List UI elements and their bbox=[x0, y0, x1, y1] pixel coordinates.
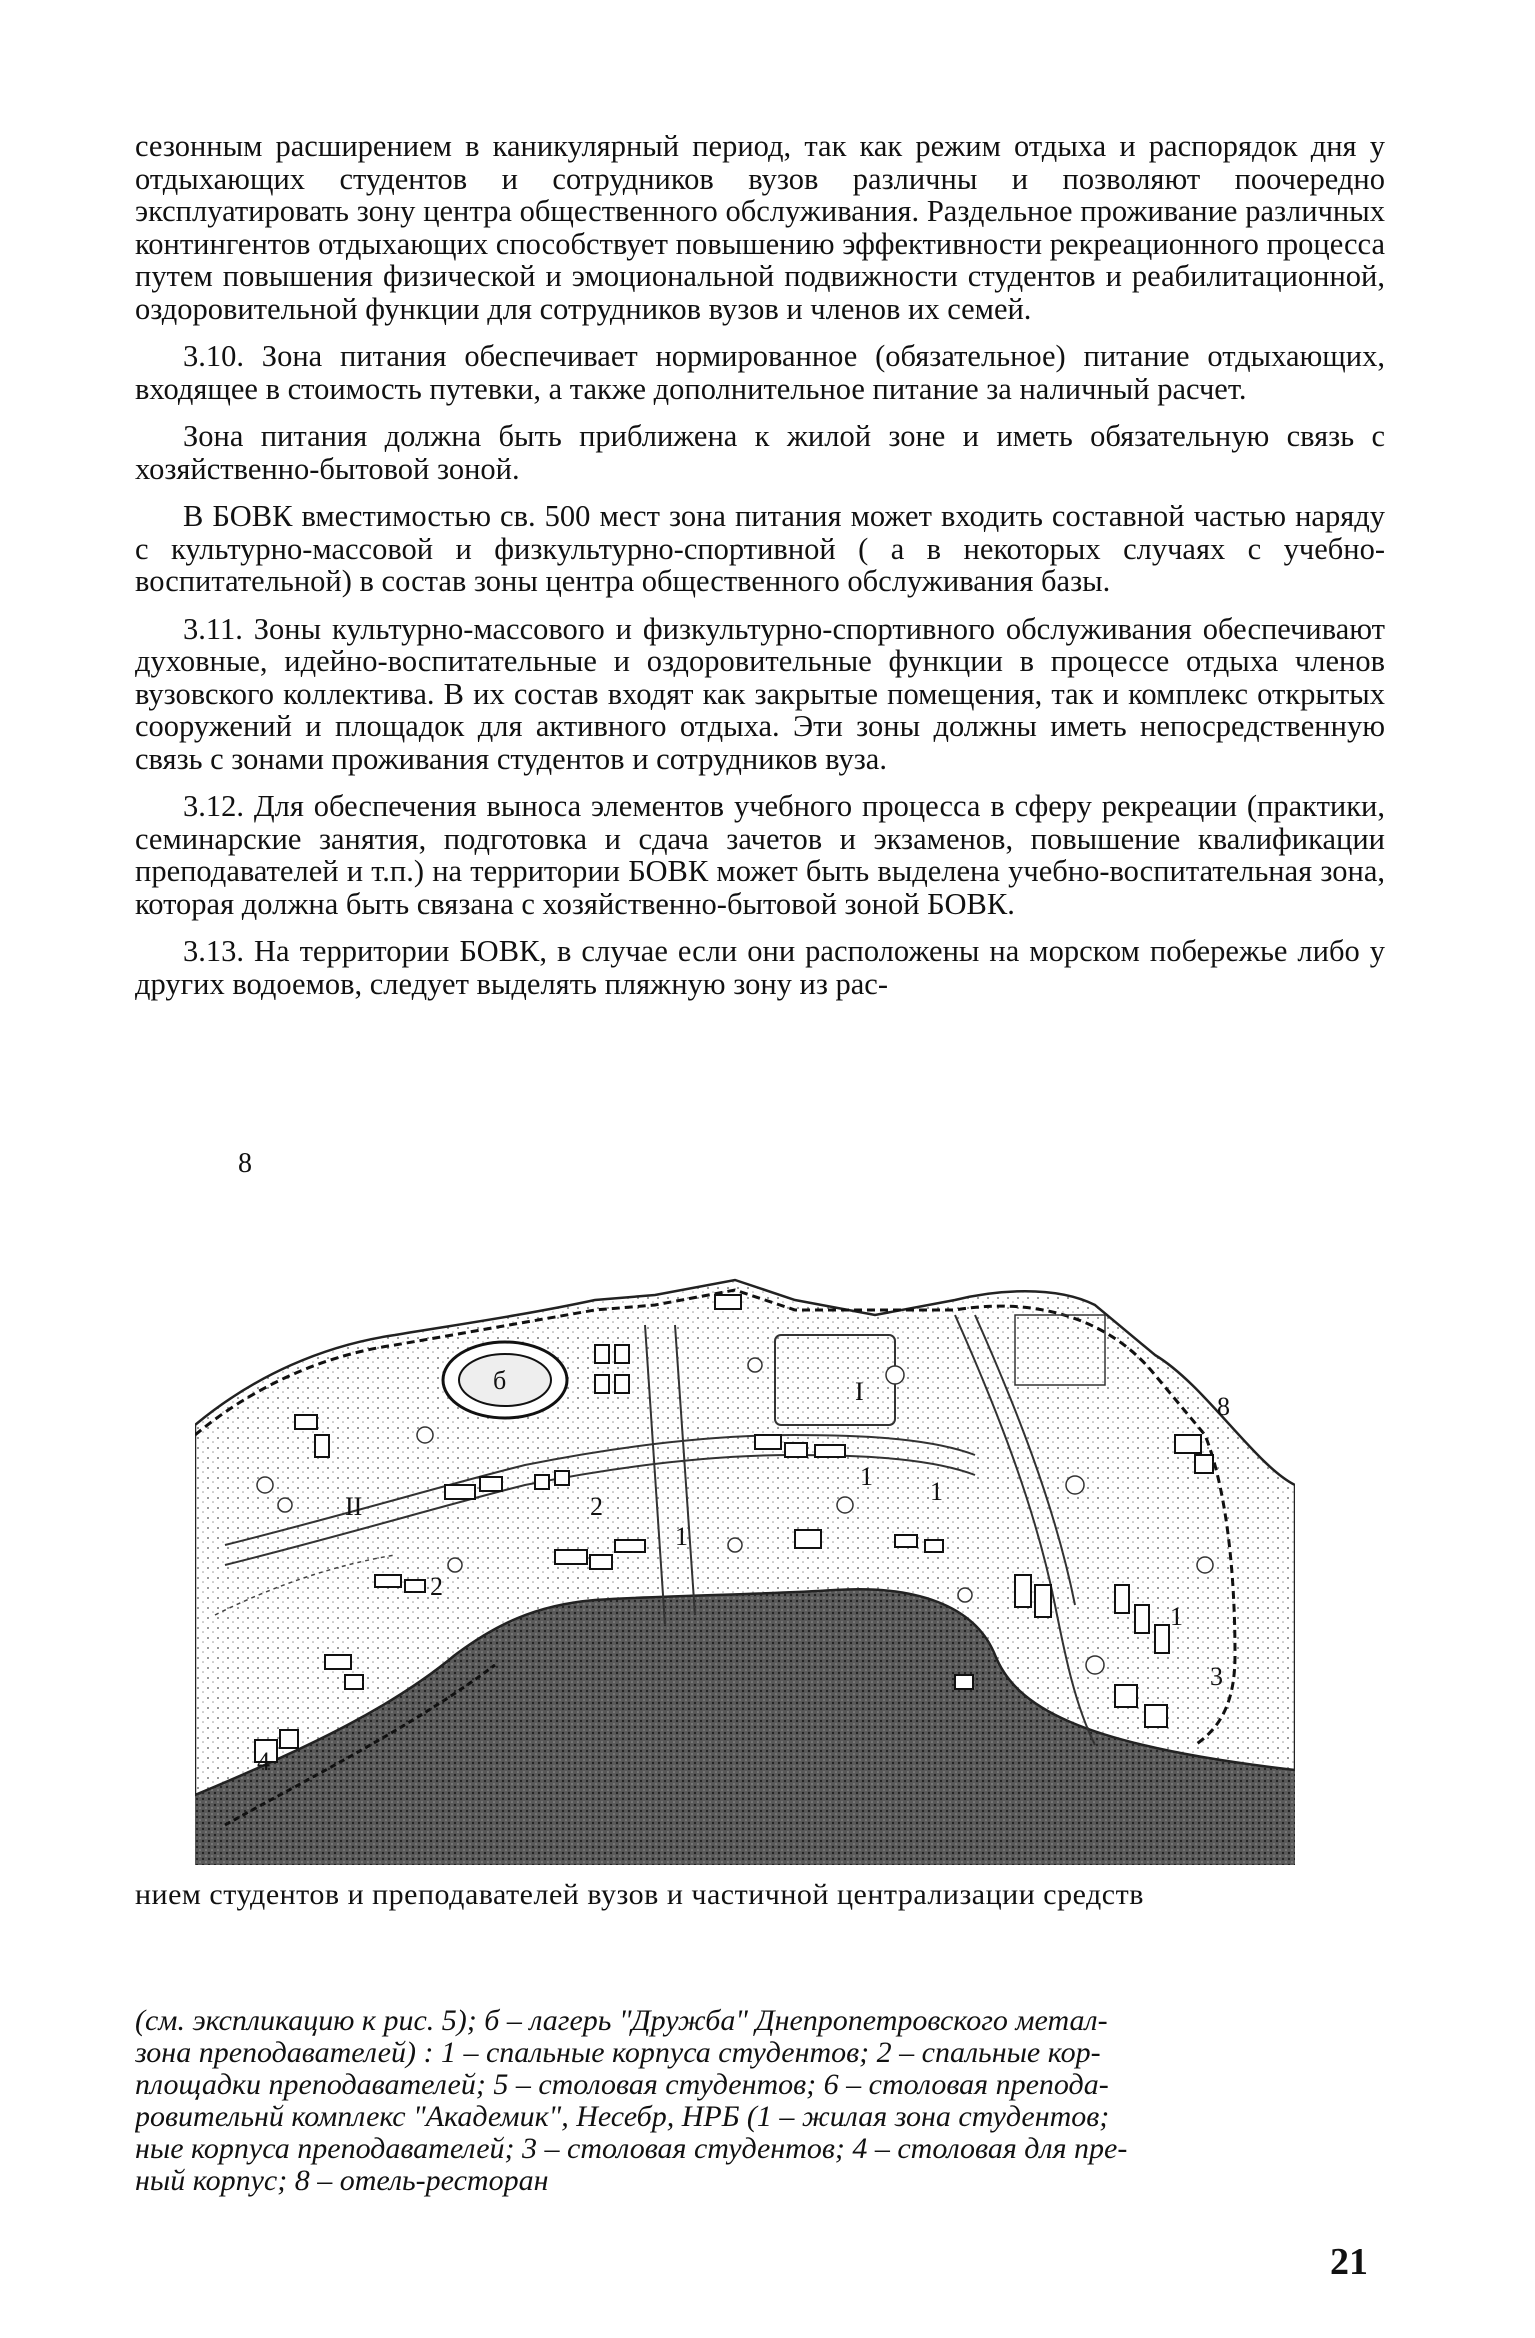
figure-label: 1 bbox=[860, 1462, 873, 1491]
figure-label: 1 bbox=[1170, 1602, 1183, 1631]
caption-line: ровительнй комплекс "Академик", Несебр, НРБ (1 – жилая зона студентов; bbox=[135, 2101, 1110, 2133]
figure-number: 8 bbox=[238, 1148, 252, 1179]
paragraph: 3.10. Зона питания обеспечивает нормированное (обязательное) питание отдыхающих, входящее в стоимость путевки, а также дополнительное питание за наличный расчет. bbox=[135, 339, 1385, 406]
paragraph: 3.12. Для обеспечения выноса элементов учебного процесса в сферу рекреации (практики, семинарские занятия, подготовка и сдача зачетов и экзаменов, повышение квалификации преподавателей и т.п.) на территории БОВК может быть выделена учебно-воспитательная зона, которая должна быть связана с хозяйственно-бытовой зоной БОВК. bbox=[135, 789, 1385, 921]
figure-label: 8 bbox=[1217, 1392, 1230, 1421]
figure-label: 1 bbox=[675, 1522, 688, 1551]
paragraph: 3.11. Зоны культурно-массового и физкультурно-спортивного обслуживания обеспечивают духовные, идейно-воспитательные и оздоровительные функции в процессе отдыха членов вузовского коллектива. В их состав входят как закрытые помещения, так и комплекс открытых сооружений и площадок для активного отдыха. Эти зоны должны иметь непосредственную связь с зонами проживания студентов и сотрудников вуза. bbox=[135, 611, 1385, 776]
text-line: нием студентов и преподавателей вузов и частичной централизации средств bbox=[135, 1878, 1144, 1911]
caption-line: ный корпус; 8 – отель-ресторан bbox=[135, 2165, 549, 2197]
paragraph: сезонным расширением в каникулярный период, так как режим отдыха и распорядок дня у отдыхающих студентов и сотрудников вузов различны и позволяют поочередно эксплуатировать зону центра общественного обслуживания. Раздельное проживание различных контингентов отдыхающих способствует повышению эффективности рекреационного процесса путем повышения физической и эмоциональной подвижности студентов и реабилитационной, оздоровительной функции для сотрудников вузов и членов их семей. bbox=[135, 129, 1385, 326]
caption-line: площадки преподавателей; 5 – столовая студентов; 6 – столовая препода- bbox=[135, 2069, 1109, 2101]
figure-label: 2 bbox=[590, 1492, 603, 1521]
figure-label: 4 bbox=[257, 1747, 270, 1776]
site-plan-figure bbox=[195, 1185, 1295, 1865]
caption-line: ные корпуса преподавателей; 3 – столовая студентов; 4 – столовая для пре- bbox=[135, 2133, 1128, 2165]
caption-line: (см. экспликацию к рис. 5); б – лагерь "Дружба" Днепропетровского метал- bbox=[135, 2005, 1108, 2037]
figure-caption bbox=[135, 2005, 1385, 2197]
paragraph: 3.13. На территории БОВК, в случае если они расположены на морском побережье либо у других водоемов, следует выделять пляжную зону из рас- bbox=[135, 934, 1385, 1001]
figure-label: I bbox=[855, 1377, 864, 1406]
figure-label: II bbox=[345, 1492, 363, 1521]
paragraph: Зона питания должна быть приближена к жилой зоне и иметь обязательную связь с хозяйственно-бытовой зоной. bbox=[135, 419, 1385, 486]
figure-label: 2 bbox=[430, 1572, 443, 1601]
figure-label: б bbox=[493, 1366, 507, 1395]
paragraph: В БОВК вместимостью св. 500 мест зона питания может входить составной частью наряду с культурно-массовой и физкультурно-спортивной ( а в некоторых случаях с учебно-воспитательной) в состав зоны центра общественного обслуживания базы. bbox=[135, 499, 1385, 598]
caption-line: зона преподавателей) : 1 – спальные корпуса студентов; 2 – спальные кор- bbox=[135, 2037, 1101, 2069]
figure-label: 3 bbox=[1210, 1662, 1223, 1691]
figure-label: 1 bbox=[930, 1477, 943, 1506]
page-number: 21 bbox=[1330, 2241, 1368, 2283]
body-text bbox=[135, 130, 1385, 1015]
